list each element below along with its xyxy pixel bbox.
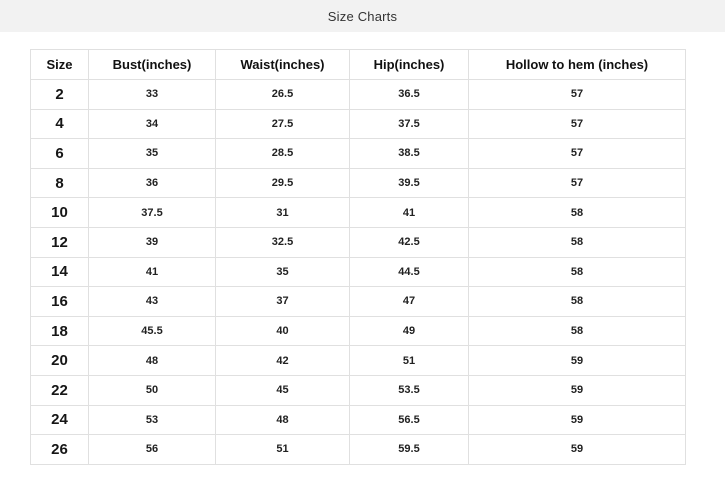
measurement-cell: 56.5	[350, 405, 469, 435]
measurement-cell: 43	[89, 287, 216, 317]
column-header-hollow-to-hem: Hollow to hem (inches)	[469, 50, 686, 80]
measurement-cell: 57	[469, 109, 686, 139]
measurement-cell: 37.5	[350, 109, 469, 139]
size-cell: 26	[31, 435, 89, 465]
measurement-cell: 35	[216, 257, 350, 287]
measurement-cell: 31	[216, 198, 350, 228]
size-cell: 4	[31, 109, 89, 139]
size-cell: 14	[31, 257, 89, 287]
column-header-waist: Waist(inches)	[216, 50, 350, 80]
table-row	[31, 316, 686, 346]
measurement-cell: 48	[89, 346, 216, 376]
measurement-cell: 41	[350, 198, 469, 228]
table-body	[31, 80, 686, 465]
measurement-cell: 59	[469, 405, 686, 435]
measurement-cell: 48	[216, 405, 350, 435]
measurement-cell: 29.5	[216, 168, 350, 198]
measurement-cell: 58	[469, 316, 686, 346]
measurement-cell: 58	[469, 287, 686, 317]
table-row	[31, 375, 686, 405]
measurement-cell: 41	[89, 257, 216, 287]
size-cell: 22	[31, 375, 89, 405]
measurement-cell: 37.5	[89, 198, 216, 228]
measurement-cell: 42	[216, 346, 350, 376]
size-cell: 20	[31, 346, 89, 376]
measurement-cell: 40	[216, 316, 350, 346]
measurement-cell: 50	[89, 375, 216, 405]
measurement-cell: 57	[469, 139, 686, 169]
table-row	[31, 405, 686, 435]
measurement-cell: 42.5	[350, 227, 469, 257]
size-cell: 10	[31, 198, 89, 228]
size-cell: 6	[31, 139, 89, 169]
size-chart-container	[30, 49, 725, 465]
table-row	[31, 139, 686, 169]
measurement-cell: 57	[469, 168, 686, 198]
measurement-cell: 53	[89, 405, 216, 435]
column-header-bust: Bust(inches)	[89, 50, 216, 80]
measurement-cell: 47	[350, 287, 469, 317]
table-row	[31, 168, 686, 198]
column-header-hip: Hip(inches)	[350, 50, 469, 80]
measurement-cell: 28.5	[216, 139, 350, 169]
measurement-cell: 51	[350, 346, 469, 376]
header-row	[31, 50, 686, 80]
measurement-cell: 56	[89, 435, 216, 465]
size-cell: 24	[31, 405, 89, 435]
size-cell: 16	[31, 287, 89, 317]
table-row	[31, 109, 686, 139]
measurement-cell: 49	[350, 316, 469, 346]
measurement-cell: 39.5	[350, 168, 469, 198]
size-cell: 8	[31, 168, 89, 198]
size-charts-title-bar	[0, 0, 725, 32]
measurement-cell: 58	[469, 198, 686, 228]
measurement-cell: 59	[469, 375, 686, 405]
measurement-cell: 57	[469, 80, 686, 110]
measurement-cell: 44.5	[350, 257, 469, 287]
measurement-cell: 26.5	[216, 80, 350, 110]
size-cell: 12	[31, 227, 89, 257]
table-row	[31, 198, 686, 228]
measurement-cell: 45	[216, 375, 350, 405]
measurement-cell: 36.5	[350, 80, 469, 110]
table-row	[31, 435, 686, 465]
table-header	[31, 50, 686, 80]
measurement-cell: 39	[89, 227, 216, 257]
measurement-cell: 37	[216, 287, 350, 317]
measurement-cell: 38.5	[350, 139, 469, 169]
measurement-cell: 58	[469, 257, 686, 287]
size-chart-table	[30, 49, 686, 465]
size-cell: 2	[31, 80, 89, 110]
measurement-cell: 58	[469, 227, 686, 257]
table-row	[31, 227, 686, 257]
page-title: Size Charts	[327, 8, 398, 24]
table-row	[31, 287, 686, 317]
size-cell: 18	[31, 316, 89, 346]
measurement-cell: 59.5	[350, 435, 469, 465]
measurement-cell: 33	[89, 80, 216, 110]
measurement-cell: 59	[469, 435, 686, 465]
measurement-cell: 59	[469, 346, 686, 376]
table-row	[31, 346, 686, 376]
column-header-size: Size	[31, 50, 89, 80]
measurement-cell: 35	[89, 139, 216, 169]
measurement-cell: 27.5	[216, 109, 350, 139]
measurement-cell: 51	[216, 435, 350, 465]
measurement-cell: 32.5	[216, 227, 350, 257]
table-row	[31, 257, 686, 287]
measurement-cell: 45.5	[89, 316, 216, 346]
measurement-cell: 53.5	[350, 375, 469, 405]
table-row	[31, 80, 686, 110]
measurement-cell: 36	[89, 168, 216, 198]
measurement-cell: 34	[89, 109, 216, 139]
